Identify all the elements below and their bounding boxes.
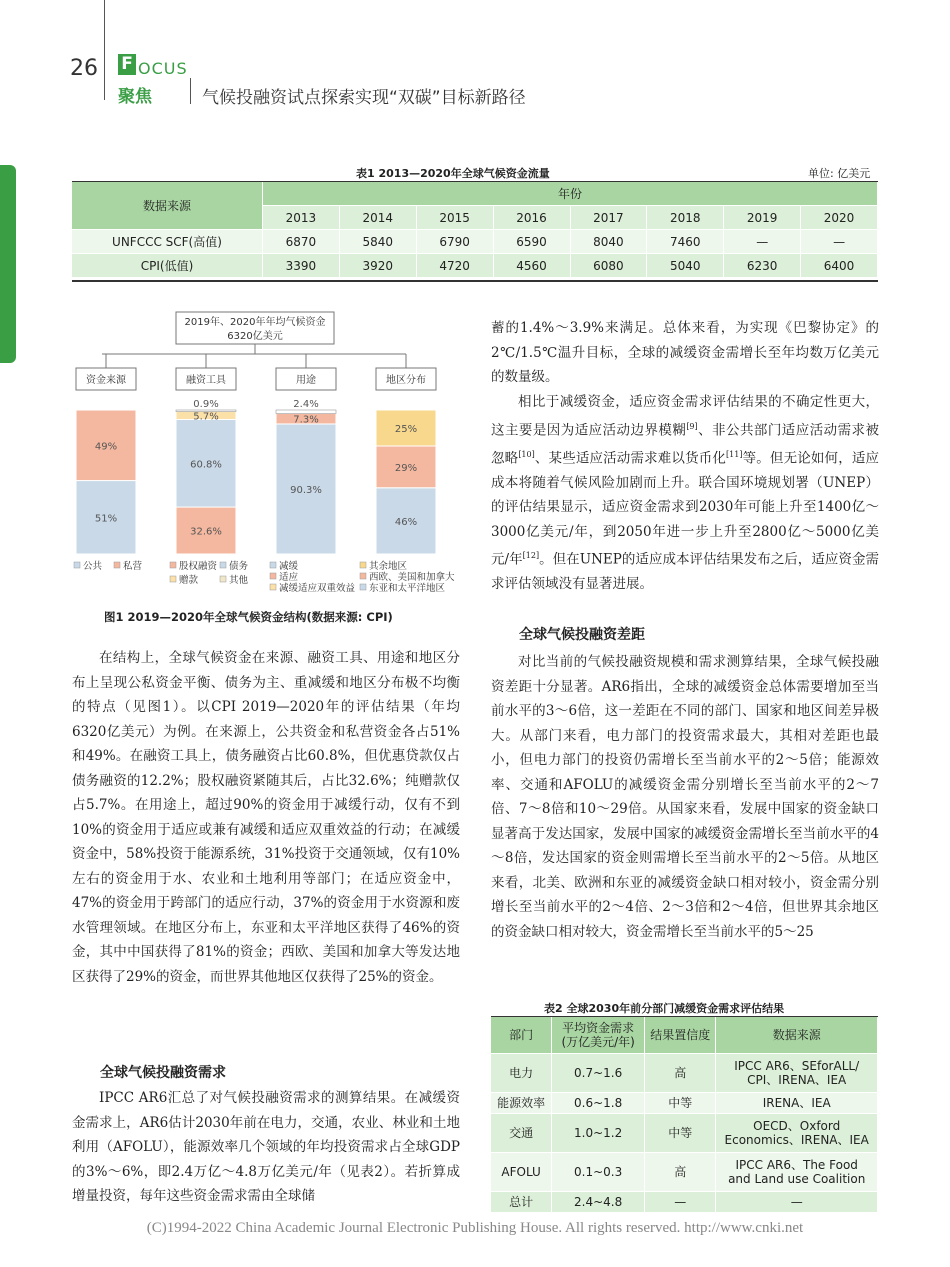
- figure1-legend-label: 适应: [279, 572, 299, 583]
- right-paragraph-2-part-a: 相比于减缓资金，适应资金需求评估结果的不确定性更大，这主要是因为适应活动边界模糊: [491, 394, 879, 438]
- figure1-legend-swatch: [170, 576, 176, 582]
- heading-climate-finance-demand: 全球气候投融资需求: [100, 1065, 226, 1081]
- table1-value-cell: 6080: [570, 254, 647, 278]
- figure1-legend-swatch: [270, 573, 276, 579]
- figure1-legend-swatch: [220, 562, 226, 568]
- table1-header-year: 年份: [263, 182, 878, 206]
- table1-value-cell: 3920: [339, 254, 416, 278]
- table2-caption: 表2 全球2030年前分部门减缓资金需求评估结果: [544, 1002, 785, 1015]
- figure1-legend-label: 债务: [229, 561, 249, 572]
- figure1-segment-label: 49%: [94, 441, 118, 453]
- figure1-segment-label: 46%: [394, 516, 418, 528]
- heading-climate-finance-gap: 全球气候投融资差距: [519, 627, 645, 643]
- table1-value-cell: 7460: [647, 230, 724, 254]
- figure1-legend-swatch: [270, 562, 276, 568]
- left-paragraph-2: IPCC AR6汇总了对气候投融资需求的测算结果。在减缓资金需求上，AR6估计2030年前在电力，交通，农业、林业和土地利用（AFOLU），能源效率几个领域的年均投资需求占全球GDP的3%～6%，即2.4万亿～4.8万亿美元/年（见表2）。若折算成增量投资，每年这些资金需求需由全球储: [72, 1090, 460, 1204]
- table2-header-cell: 结果置信度: [645, 1017, 716, 1054]
- copyright-footer: (C)1994-2022 China Academic Journal Electronic Publishing House. All rights reserved. http://www.cnki.net: [146, 1220, 804, 1236]
- table1-value-cell: 6790: [416, 230, 493, 254]
- table1-value-cell: 8040: [570, 230, 647, 254]
- table2: [491, 1017, 878, 1213]
- table2-cell: —: [645, 1192, 716, 1213]
- table2-cell: IPCC AR6、SEforALL/ CPI、IRENA、IEA: [716, 1054, 878, 1093]
- table1-year-cell: 2014: [339, 206, 416, 230]
- header-divider-2: [190, 78, 191, 104]
- focus-logo-text: OCUS: [138, 59, 188, 78]
- page-number: 26: [70, 56, 98, 81]
- citation-9: [9]: [686, 421, 698, 431]
- figure1-category-label: 地区分布: [386, 375, 426, 386]
- table1-value-cell: 6230: [724, 254, 801, 278]
- table2-cell: IPCC AR6、The Food and Land use Coalition: [716, 1153, 878, 1192]
- figure1-legend-swatch: [360, 584, 366, 590]
- table1-row-label: UNFCCC SCF(高值): [72, 230, 263, 254]
- figure1-segment-label: 7.3%: [293, 414, 319, 426]
- table2-cell: 高: [645, 1054, 716, 1093]
- table1-row-label: CPI(低值): [72, 254, 263, 278]
- figure1-top-label: 0.9%: [193, 399, 219, 410]
- figure1-legend-label: 其他: [229, 575, 249, 586]
- table2-cell: OECD、Oxford Economics、IRENA、IEA: [716, 1114, 878, 1153]
- table1-value-cell: 4560: [493, 254, 570, 278]
- figure1-legend-label: 私营: [123, 561, 143, 572]
- figure1-legend-label: 东亚和太平洋地区: [369, 583, 446, 594]
- table2-header-cell: 平均资金需求 (万亿美元/年): [552, 1017, 645, 1054]
- section-name: 聚焦: [118, 87, 152, 107]
- figure1-segment-label: 29%: [394, 462, 418, 474]
- table1-year-cell: 2013: [263, 206, 340, 230]
- figure1-segment-label: 60.8%: [190, 459, 222, 471]
- table2-cell: 总计: [491, 1192, 552, 1213]
- table2-cell: 1.0~1.2: [552, 1114, 645, 1153]
- table1-year-cell: 2019: [724, 206, 801, 230]
- table2-cell: AFOLU: [491, 1153, 552, 1192]
- table1-value-cell: 4720: [416, 254, 493, 278]
- figure1-legend-swatch: [114, 562, 120, 568]
- figure1-legend-swatch: [74, 562, 80, 568]
- header-divider: [104, 0, 105, 100]
- figure1-legend-swatch: [360, 573, 366, 579]
- figure1-legend-swatch: [170, 562, 176, 568]
- table1-value-cell: 6400: [801, 254, 878, 278]
- citation-12: [12]: [522, 551, 540, 560]
- figure1-legend-swatch: [360, 562, 366, 568]
- table2-header-cell: 部门: [491, 1017, 552, 1054]
- citation-11: [11]: [726, 449, 743, 459]
- figure1-legend-label: 西欧、美国和加拿大: [369, 572, 455, 583]
- table2-cell: IRENA、IEA: [716, 1093, 878, 1114]
- table2-cell: 0.6~1.8: [552, 1093, 645, 1114]
- table1-value-cell: 5040: [647, 254, 724, 278]
- table1: [72, 182, 878, 278]
- figure1-legend-label: 赠款: [179, 575, 199, 586]
- figure1-legend-swatch: [270, 584, 276, 590]
- table1-value-cell: 5840: [339, 230, 416, 254]
- table2-cell: 2.4~4.8: [552, 1192, 645, 1213]
- figure1-caption: 图1 2019—2020年全球气候资金结构(数据来源: CPI): [104, 610, 393, 624]
- figure1-bar-segment: [176, 410, 236, 412]
- table1-value-cell: 6870: [263, 230, 340, 254]
- figure1-legend-label: 股权融资: [179, 561, 218, 572]
- figure1-legend-swatch: [220, 576, 226, 582]
- figure1-category-label: 资金来源: [86, 375, 126, 386]
- focus-logo-letter: F: [118, 54, 136, 75]
- figure1-top-box-line1: 2019年、2020年年均气候资金: [184, 317, 326, 328]
- figure1-bar-segment: [276, 410, 336, 413]
- table1-year-cell: 2016: [493, 206, 570, 230]
- table2-cell: 0.1~0.3: [552, 1153, 645, 1192]
- table1-caption: 表1 2013—2020年全球气候资金流量: [356, 167, 550, 180]
- table1-value-cell: 3390: [263, 254, 340, 278]
- figure1-chart: [72, 306, 472, 636]
- table2-cell: 能源效率: [491, 1093, 552, 1114]
- table1-value-cell: —: [724, 230, 801, 254]
- table2-header-cell: 数据来源: [716, 1017, 878, 1054]
- table2-cell: 交通: [491, 1114, 552, 1153]
- table1-year-cell: 2020: [801, 206, 878, 230]
- table1-header-source: 数据来源: [72, 182, 263, 230]
- figure1-top-box-line2: 6320亿美元: [227, 331, 283, 342]
- table2-cell: 中等: [645, 1114, 716, 1153]
- figure1-category-label: 用途: [296, 375, 316, 386]
- table1-year-cell: 2015: [416, 206, 493, 230]
- figure1-category-label: 融资工具: [186, 375, 226, 386]
- right-paragraph-2-part-b: 、非公共部门适应活动需求被忽略: [491, 422, 880, 466]
- right-paragraph-1: 蓄的1.4%～3.9%来满足。总体来看，为实现《巴黎协定》的2℃/1.5℃温升目标，全球的减缓资金需增长至年均数万亿美元的数量级。: [491, 320, 879, 385]
- figure1-legend-label: 减缓: [279, 561, 299, 572]
- figure1-segment-label: 32.6%: [190, 526, 222, 538]
- figure1-segment-label: 5.7%: [193, 411, 219, 423]
- figure1-segment-label: 90.3%: [290, 484, 322, 496]
- figure1-segment-label: 51%: [94, 513, 118, 525]
- table1-year-cell: 2017: [570, 206, 647, 230]
- figure1-legend-label: 公共: [83, 561, 103, 572]
- citation-10: [10]: [518, 449, 535, 459]
- table2-cell: 高: [645, 1153, 716, 1192]
- table2-cell: —: [716, 1192, 878, 1213]
- right-paragraph-2-part-e: 。但在UNEP的适应成本评估结果发布之后，适应资金需求评估领域没有显著进展。: [491, 551, 879, 592]
- table2-cell: 中等: [645, 1093, 716, 1114]
- article-title: 气候投融资试点探索实现“双碳”目标新路径: [202, 88, 526, 108]
- table2-cell: 0.7~1.6: [552, 1054, 645, 1093]
- figure1-legend-label: 其余地区: [369, 561, 408, 572]
- section-color-tab: [0, 165, 16, 363]
- table1-year-cell: 2018: [647, 206, 724, 230]
- table1-value-cell: —: [801, 230, 878, 254]
- table1-value-cell: 6590: [493, 230, 570, 254]
- right-paragraph-3: 对比当前的气候投融资规模和需求测算结果，全球气候投融资差距十分显著。AR6指出，全球的减缓资金总体需要增加至当前水平的3～6倍，这一差距在不同的部门、国家和地区间差异极大。从部门来看，电力部门的投资需求最大，其相对差距也最小，但电力部门的投资仍需增长至当前水平的2～5倍；能源效率、交通和AFOLU的减缓资金需分别增长至当前水平的2～7倍、7～8倍和10～29倍。从国家来看，发展中国家的资金缺口显著高于发达国家，发展中国家的减缓资金需增长至当前水平的4～8倍，发达国家的资金则需增长至当前水平的2～5倍。从地区来看，北美、欧洲和东亚的减缓资金缺口相对较小，资金需分别增长至当前水平的2～4倍、2～3倍和2～4倍，但世界其余地区的资金缺口相对较大，资金需增长至当前水平的5～25: [491, 654, 879, 940]
- right-paragraph-2: [491, 390, 879, 597]
- table2-cell: 电力: [491, 1054, 552, 1093]
- table1-bottom-rule: [72, 280, 878, 282]
- figure1-legend-label: 减缓适应双重效益: [279, 583, 356, 594]
- figure1-top-label: 2.4%: [293, 399, 319, 410]
- right-paragraph-2-part-d: 等。但无论如何，适应成本将随着气候风险加剧而上升。联合国环境规划署（UNEP）的评估结果显示，适应资金需求到2030年可能上升至1400亿～3000亿美元/年，到2050年进一步上升至2800亿～5000亿美元/年: [491, 450, 880, 568]
- left-paragraph-1: 在结构上，全球气候资金在来源、融资工具、用途和地区分布上呈现公私资金平衡、债务为主、重减缓和地区分布极不均衡的特点（见图1）。以CPI 2019—2020年的评估结果（年均6320亿美元）为例。在来源上，公共资金和私营资金各占51%和49%。在融资工具上，债务融资占比60.8%，但优惠贷款仅占债务融资的12.2%；股权融资紧随其后，占比32.6%；纯赠款仅占5.7%。在用途上，超过90%的资金用于减缓行动，仅有不到10%的资金用于适应或兼有减缓和适应双重效益的行动；在减缓资金中，58%投资于能源系统，31%投资于交通领域，仅有10%左右的资金用于水、农业和土地利用等部门；在适应资金中，47%的资金用于跨部门的适应行动，37%的资金用于水资源和废水管理领域。在地区分布上，东亚和太平洋地区获得了46%的资金，其中中国获得了81%的资金；西欧、美国和加拿大等发达地区获得了29%的资金，而世界其他地区仅获得了25%的资金。: [72, 650, 460, 985]
- right-paragraph-2-part-c: 、某些适应活动需求难以货币化: [534, 450, 727, 466]
- figure1-segment-label: 25%: [394, 424, 418, 435]
- table1-unit: 单位: 亿美元: [808, 167, 871, 180]
